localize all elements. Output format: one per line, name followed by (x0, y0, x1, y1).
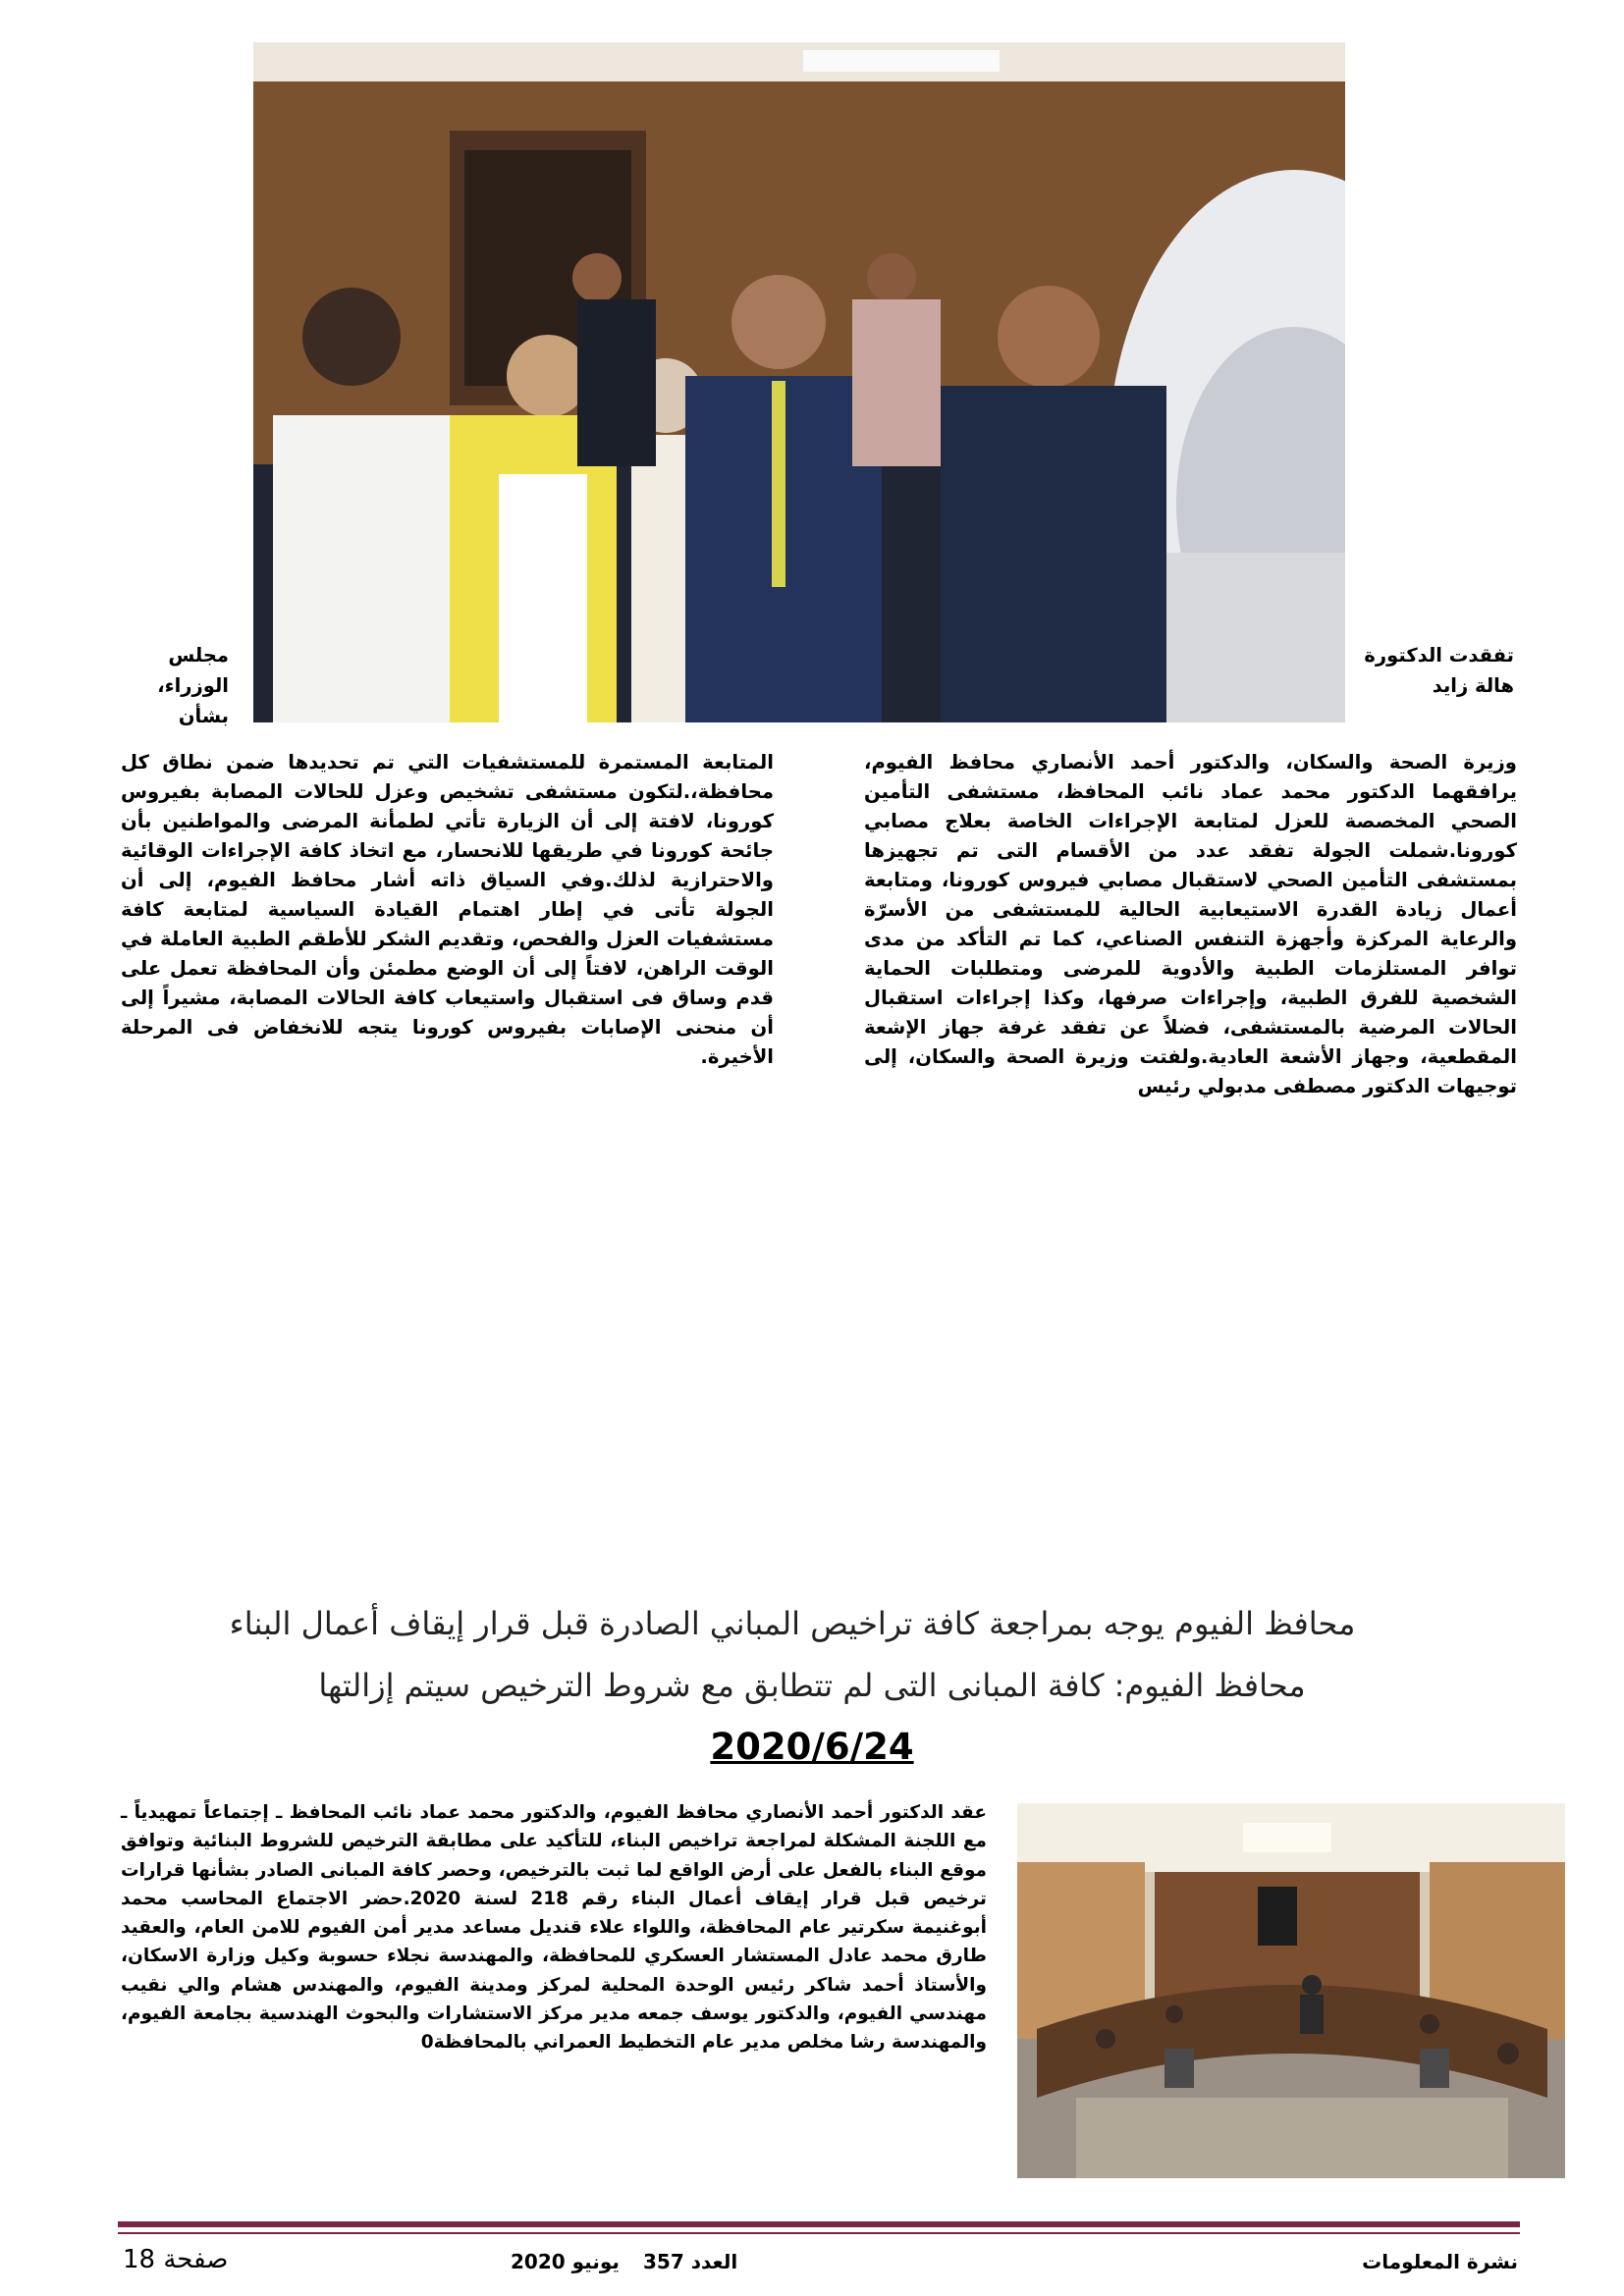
hospital-visit-photo (253, 42, 1345, 722)
meeting-photo (1017, 1803, 1565, 2178)
footer-rule-thick (118, 2221, 1520, 2227)
article2-date: 2020/6/24 (710, 1726, 914, 1768)
article1-right-column (864, 748, 1517, 1101)
footer-rule-thin (118, 2232, 1520, 2234)
footer-month: يونيو 2020 (511, 2250, 620, 2273)
article1-right-text: وزيرة الصحة والسكان، والدكتور أحمد الأنصاري محافظ الفيوم، يرافقهما الدكتور محمد عماد نائب المحافظ، مستشفى التأمين الصحي المخصصة للعزل لمتابعة الإجراءات الخاصة بعلاج مصابي كورونا.شملت الجولة تفقد عدد من الأقسام التى تم تجهيزها بمستشفى التأمين الصحي لاستقبال مصابي فيروس كورونا، ومتابعة أعمال زيادة القدرة الاستيعابية الحالية للمستشفى من الأسرّة والرعاية المركزة وأجهزة التنفس الصناعي، كما تم التأكد من مدى توافر المستلزمات الطبية والأدوية للمرضى ومتطلبات الحماية الشخصية للفرق الطبية، وإجراءات صرفها، وكذا إجراءات استقبال الحالات المرضية بالمستشفى، فضلاً عن تفقد غرفة جهاز الإشعة المقطعية، وجهاز الأشعة العادية.ولفتت وزيرة الصحة والسكان، إلى توجيهات الدكتور مصطفى مدبولي رئيس (864, 751, 1517, 1097)
article1-left-column (121, 748, 774, 1072)
footer-issue-number: العدد 357 (643, 2250, 738, 2273)
article1-left-text: المتابعة المستمرة للمستشفيات التي تم تحديدها ضمن نطاق كل محافظة،.لتكون مستشفى تشخيص وعزل للحالات المصابة بفيروس كورونا، لافتة إلى أن الزيارة تأتي لطمأنة المرضى والمواطنين بأن جائحة كورونا في طريقها للانحسار، مع اتخاذ كافة الإجراءات الوقائية والاحترازية لذلك.وفي السياق ذاته أشار محافظ الفيوم، إلى أن الجولة تأتى في إطار اهتمام القيادة السياسية لمتابعة كافة مستشفيات العزل والفحص، وتقديم الشكر للأطقم الطبية العاملة في الوقت الراهن، لافتاً إلى أن الوضع مطمئن وأن المحافظة تعمل على قدم وساق فى استقبال واستيعاب كافة الحالات المصابة، مشيراً إلى أن منحنى الإصابات بفيروس كورونا يتجه للانخفاض فى المرحلة الأخيرة. (121, 751, 774, 1068)
right-sidebar-fragment: تفقدت الدكتورة هالة زايد (1364, 644, 1514, 697)
left-sidebar-fragment: مجلس الوزراء، بشأن (157, 644, 229, 727)
footer-page-number: صفحة 18 (123, 2245, 229, 2274)
article2-body-text: عقد الدكتور أحمد الأنصاري محافظ الفيوم، والدكتور محمد عماد نائب المحافظ ـ إجتماعاً تمهيدياً ـ مع اللجنة المشكلة لمراجعة تراخيص البناء، للتأكيد على مطابقة الترخيص للشروط البنائية وتوافق موقع البناء بالفعل على أرض الواقع لما ثبت بالترخيص، وحصر كافة المبانى الصادر بشأنها قرارات ترخيص قبل قرار إيقاف أعمال البناء رقم 218 لسنة 2020.حضر الاجتماع المحاسب محمد أبوغنيمة سكرتير عام المحافظة، واللواء علاء قنديل مساعد مدير أمن الفيوم للامن العام، والعقيد طارق محمد عادل المستشار العسكري للمحافظة، والمهندسة نجلاء حسوبة وكيل وزارة الاسكان، والأستاذ أحمد شاكر رئيس الوحدة المحلية لمركز ومدينة الفيوم، والمهندس هشام والي نقيب مهندسي الفيوم، والدكتور يوسف جمعه مدير مركز الاستشارات والبحوث الهندسية بجامعة الفيوم، والمهندسة رشا مخلص مدير عام التخطيط العمراني بالمحافظة0 (121, 1802, 987, 2054)
article2-body (121, 1798, 987, 2057)
footer-newsletter-name: نشرة المعلومات (1362, 2250, 1518, 2273)
article2-headline: محافظ الفيوم يوجه بمراجعة كافة تراخيص المباني الصادرة قبل قرار إيقاف أعمال البناء (229, 1605, 1356, 1642)
article2-subheadline: محافظ الفيوم: كافة المبانى التى لم تتطابق مع شروط الترخيص سيتم إزالتها (318, 1667, 1306, 1704)
